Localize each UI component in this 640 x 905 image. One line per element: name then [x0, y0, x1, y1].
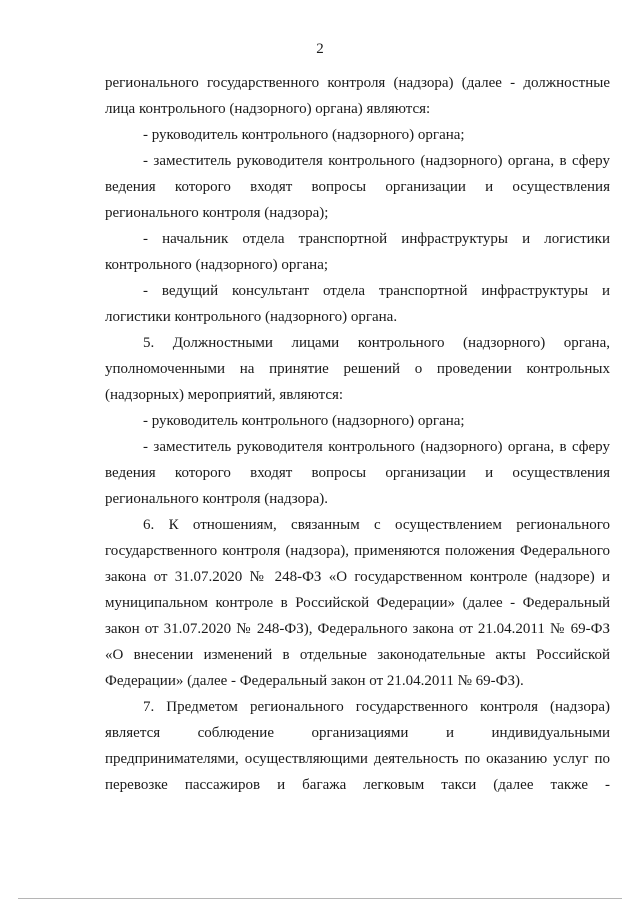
- paragraph-continuation: регионального государственного контроля (надзора) (далее - должностные лица контрольного (надзорного) органа) являются:: [105, 75, 610, 117]
- list-item-head: - руководитель контрольного (надзорного) органа;: [143, 127, 465, 143]
- paragraph-item-7: 7. Предметом регионального государственного контроля (надзора) является соблюдение организациями и индивидуальными предпринимателями, осуществляющими деятельность по оказанию услуг по перевозке пассажиров и багажа легковым такси (далее также -: [105, 699, 610, 793]
- list-item-head-2: - руководитель контрольного (надзорного) органа;: [143, 413, 465, 429]
- list-item-department-chief: - начальник отдела транспортной инфраструктуры и логистики контрольного (надзорного) органа;: [105, 231, 610, 273]
- document-body: [105, 70, 610, 798]
- page-number: 2: [316, 41, 324, 57]
- scan-bottom-edge: [18, 898, 622, 899]
- paragraph-item-5: 5. Должностными лицами контрольного (надзорного) органа, уполномоченными на принятие решений о проведении контрольных (надзорных) мероприятий, являются:: [105, 335, 610, 403]
- list-item-deputy-head: - заместитель руководителя контрольного (надзорного) органа, в сферу ведения которого входят вопросы организации и осуществления регионального контроля (надзора);: [105, 153, 610, 221]
- list-item-lead-consultant: - ведущий консультант отдела транспортной инфраструктуры и логистики контрольного (надзорного) органа.: [105, 283, 610, 325]
- paragraph-item-6: 6. К отношениям, связанным с осуществлением регионального государственного контроля (надзора), применяются положения Федерального закона от 31.07.2020 № 248-ФЗ «О государственном контроле (надзоре) и муниципальном контроле в Российской Федерации» (далее - Федеральный закон от 31.07.2020 № 248-ФЗ), Федерального закона от 21.04.2011 № 69-ФЗ «О внесении изменений в отдельные законодательные акты Российской Федерации» (далее - Федеральный закон от 21.04.2011 № 69-ФЗ).: [105, 517, 610, 689]
- list-item-deputy-head-2: - заместитель руководителя контрольного (надзорного) органа, в сферу ведения которого входят вопросы организации и осуществления регионального контроля (надзора).: [105, 439, 610, 507]
